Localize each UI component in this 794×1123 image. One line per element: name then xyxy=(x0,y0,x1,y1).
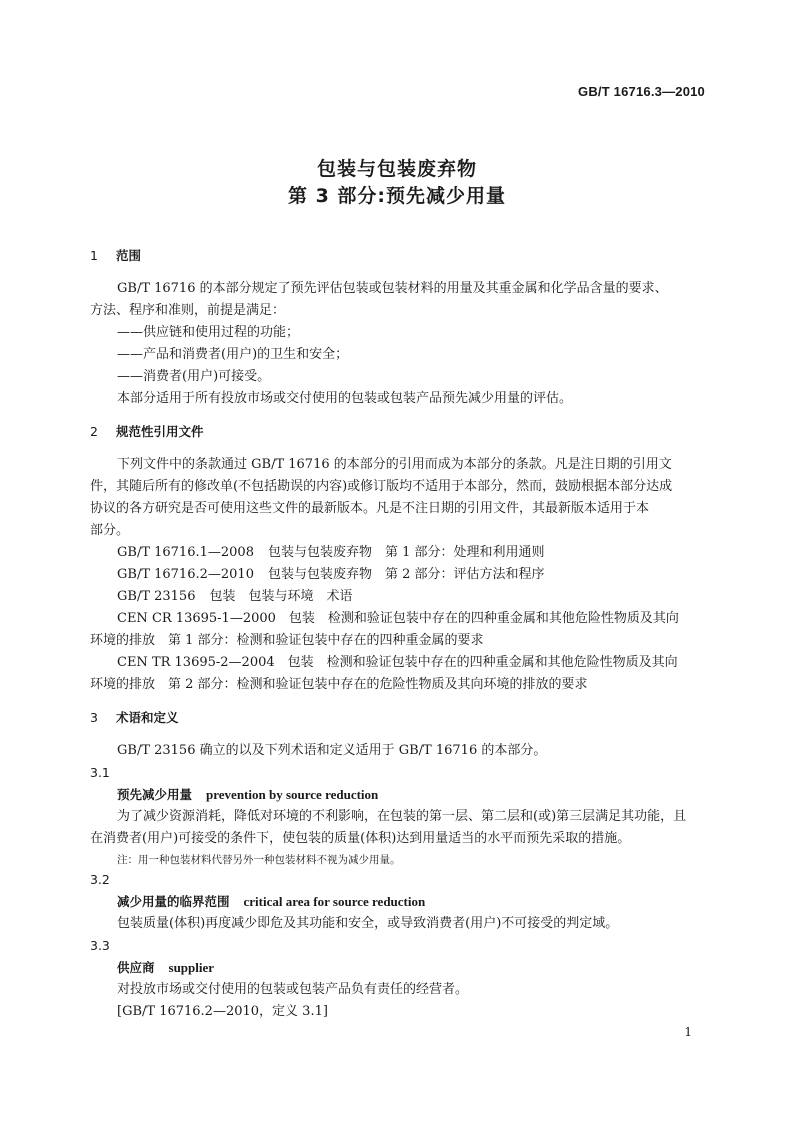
reference-code: GB/T 16716.2—2010 xyxy=(117,567,254,582)
list-item: ——产品和消费者(用户)的卫生和安全； xyxy=(117,347,349,362)
definition-source: [GB/T 16716.2—2010，定义 3.1] xyxy=(117,1004,328,1019)
paragraph-line: 件，其随后所有的修改单(不包括勘误的内容)或修订版均不适用于本部分，然而，鼓励根据本部分达成 xyxy=(90,479,673,494)
term-chinese: 减少用量的临界范围 xyxy=(117,894,230,909)
paragraph-line: 部分。 xyxy=(90,523,130,538)
reference-item xyxy=(117,543,705,563)
term-heading xyxy=(117,958,705,978)
reference-title: 包装 包装与环境 术语 xyxy=(209,589,353,604)
list-item: ——消费者(用户)可接受。 xyxy=(117,369,271,384)
section-title: 范围 xyxy=(116,248,142,263)
definition-line: 在消费者(用户)可接受的条件下，使包装的质量(体积)达到用量适当的水平而预先采取的措施。 xyxy=(90,831,631,846)
definition-line: 为了减少资源消耗，降低对环境的不利影响，在包装的第一层、第二层和(或)第三层满足其功能，且 xyxy=(117,809,687,824)
paragraph-line: 协议的各方研究是否可使用这些文件的最新版本。凡是不注日期的引用文件，其最新版本适用于本 xyxy=(90,501,650,516)
paragraph-line: 方法、程序和准则，前提是满足： xyxy=(90,303,286,318)
definition-line: 对投放市场或交付使用的包装或包装产品负有责任的经营者。 xyxy=(117,982,469,997)
paragraph-line: GB/T 16716 的本部分规定了预先评估包装或包装材料的用量及其重金属和化学品含量的要求、 xyxy=(117,281,668,296)
reference-item-continuation: 环境的排放 第 2 部分：检测和验证包装中存在的危险性物质及其向环境的排放的要求 xyxy=(90,677,588,692)
term-english: supplier xyxy=(168,960,215,975)
section-heading-normative-references xyxy=(90,422,705,442)
section-number: 1 xyxy=(90,248,98,263)
section-number: 3 xyxy=(90,710,98,725)
term-heading xyxy=(117,785,705,805)
paragraph-line: 本部分适用于所有投放市场或交付使用的包装或包装产品预先减少用量的评估。 xyxy=(117,391,573,406)
paragraph-line: 下列文件中的条款通过 GB/T 16716 的本部分的引用而成为本部分的条款。凡是注日期的引用文 xyxy=(117,457,672,472)
term-number: 3.1 xyxy=(90,765,110,780)
term-chinese: 供应商 xyxy=(117,960,155,975)
reference-item xyxy=(117,565,705,585)
section-number: 2 xyxy=(90,424,98,439)
document-title-line2: 第 3 部分:预先减少用量 xyxy=(287,185,507,207)
term-english: prevention by source reduction xyxy=(206,787,379,802)
term-heading xyxy=(117,892,705,912)
section-heading-scope xyxy=(90,246,705,266)
reference-item: CEN TR 13695-2—2004 包装 检测和验证包装中存在的四种重金属和其他危险性物质及其向 xyxy=(117,655,678,670)
reference-title: 包装与包装废弃物 第 1 部分：处理和利用通则 xyxy=(267,545,545,560)
term-number: 3.3 xyxy=(90,938,110,953)
reference-code: GB/T 16716.1—2008 xyxy=(117,545,254,560)
reference-item: CEN CR 13695-1—2000 包装 检测和验证包装中存在的四种重金属和其他危险性物质及其向 xyxy=(117,611,679,626)
definition-line: 包装质量(体积)再度减少即危及其功能和安全，或导致消费者(用户)不可接受的判定域。 xyxy=(117,916,619,931)
reference-item xyxy=(117,587,705,607)
section-title: 规范性引用文件 xyxy=(116,424,204,439)
term-number: 3.2 xyxy=(90,872,110,887)
reference-title: 包装与包装废弃物 第 2 部分：评估方法和程序 xyxy=(267,567,545,582)
term-english: critical area for source reduction xyxy=(243,894,426,909)
section-title: 术语和定义 xyxy=(116,710,179,725)
section-heading-terms xyxy=(90,708,705,728)
reference-item-continuation: 环境的排放 第 1 部分：检测和验证包装中存在的四种重金属的要求 xyxy=(90,633,484,648)
document-title-line1: 包装与包装废弃物 xyxy=(316,158,477,180)
term-chinese: 预先减少用量 xyxy=(117,787,193,802)
standard-code: GB/T 16716.3—2010 xyxy=(578,84,705,99)
page-number: 1 xyxy=(684,1025,692,1039)
reference-code: GB/T 23156 xyxy=(117,589,196,604)
list-item: ——供应链和使用过程的功能； xyxy=(117,325,300,340)
term-note: 注：用一种包装材料代替另外一种包装材料不视为减少用量。 xyxy=(117,854,401,866)
paragraph-line: GB/T 23156 确立的以及下列术语和定义适用于 GB/T 16716 的本部分。 xyxy=(117,743,547,758)
